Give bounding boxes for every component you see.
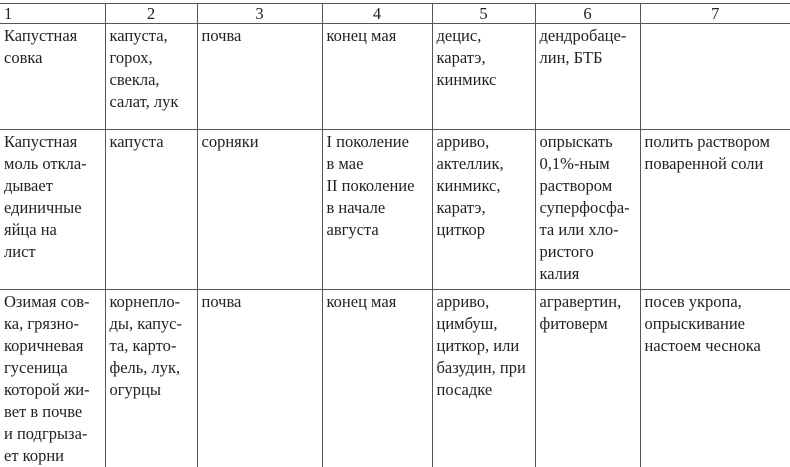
cell-line: посев укропа,: [645, 291, 787, 313]
table-cell: [0, 24, 105, 130]
cell-line: настоем чеснока: [645, 335, 787, 357]
cell-line: ристого: [540, 241, 636, 263]
cell-line: опрыскать: [540, 131, 636, 153]
table-cell: [105, 24, 197, 130]
cell-line: каратэ,: [437, 47, 531, 69]
header-row: [0, 4, 790, 24]
cell-line: сорняки: [202, 131, 318, 153]
cell-line: арриво,: [437, 131, 531, 153]
cell-line: агравертин,: [540, 291, 636, 313]
table-row: [0, 290, 790, 467]
cell-line: циткор, или: [437, 335, 531, 357]
cell-line: и подгрызa-: [4, 423, 101, 445]
table-cell: [432, 130, 535, 290]
cell-line: та или хло-: [540, 219, 636, 241]
cell-line: фитоверм: [540, 313, 636, 335]
cell-line: конец мая: [327, 25, 428, 47]
cell-line: циткор: [437, 219, 531, 241]
cell-line: цимбуш,: [437, 313, 531, 335]
table-cell: [535, 24, 640, 130]
cell-line: в мае: [327, 153, 428, 175]
table-row: [0, 130, 790, 290]
column-number-1: 1: [0, 4, 105, 24]
cell-line: калия: [540, 263, 636, 285]
cell-line: лин, БТБ: [540, 47, 636, 69]
column-number-7: 7: [640, 4, 790, 24]
cell-line: дывает: [4, 175, 101, 197]
cell-line: в начале: [327, 197, 428, 219]
cell-line: децис,: [437, 25, 531, 47]
cell-line: 0,1%-ным: [540, 153, 636, 175]
cell-line: каратэ,: [437, 197, 531, 219]
cell-line: почва: [202, 25, 318, 47]
cell-line: почва: [202, 291, 318, 313]
cell-line: ет корни: [4, 445, 101, 467]
table-cell: [640, 290, 790, 467]
column-number-5: 5: [432, 4, 535, 24]
table-cell: [197, 130, 322, 290]
table-cell: [432, 290, 535, 467]
cell-line: которой жи-: [4, 379, 101, 401]
table-cell: [197, 290, 322, 467]
cell-line: капуста,: [110, 25, 193, 47]
cell-line: дендробаце-: [540, 25, 636, 47]
cell-line: Капустная: [4, 25, 101, 47]
cell-line: огурцы: [110, 379, 193, 401]
cell-line: та, карто-: [110, 335, 193, 357]
cell-line: конец мая: [327, 291, 428, 313]
column-number-3: 3: [197, 4, 322, 24]
cell-line: гусеница: [4, 357, 101, 379]
cell-line: кинмикс: [437, 69, 531, 91]
cell-line: горох,: [110, 47, 193, 69]
cell-line: моль откла-: [4, 153, 101, 175]
cell-line: арриво,: [437, 291, 531, 313]
table-cell: [322, 130, 432, 290]
column-number-6: 6: [535, 4, 640, 24]
cell-line: опрыскивание: [645, 313, 787, 335]
cell-line: вет в почве: [4, 401, 101, 423]
cell-line: единичные: [4, 197, 101, 219]
cell-line: ка, грязно-: [4, 313, 101, 335]
cell-line: Капустная: [4, 131, 101, 153]
table-row: [0, 24, 790, 130]
cell-line: I поколение: [327, 131, 428, 153]
cell-line: кинмикс,: [437, 175, 531, 197]
cell-line: яйца на: [4, 219, 101, 241]
table-cell: [432, 24, 535, 130]
table-cell: [535, 130, 640, 290]
cell-line: совка: [4, 47, 101, 69]
cell-line: корнепло-: [110, 291, 193, 313]
cell-line: базудин, при: [437, 357, 531, 379]
cell-line: раствором: [540, 175, 636, 197]
data-table: [0, 3, 790, 467]
column-number-4: 4: [322, 4, 432, 24]
cell-line: свекла,: [110, 69, 193, 91]
cell-line: капуста: [110, 131, 193, 153]
table-cell: [640, 24, 790, 130]
cell-line: августа: [327, 219, 428, 241]
cell-line: лист: [4, 241, 101, 263]
table-cell: [0, 290, 105, 467]
cell-line: II поколение: [327, 175, 428, 197]
table-cell: [0, 130, 105, 290]
table-cell: [535, 290, 640, 467]
table-cell: [197, 24, 322, 130]
table-cell: [105, 130, 197, 290]
cell-line: посадке: [437, 379, 531, 401]
table-cell: [322, 290, 432, 467]
column-number-2: 2: [105, 4, 197, 24]
table-cell: [105, 290, 197, 467]
table-cell: [322, 24, 432, 130]
cell-line: ды, капус-: [110, 313, 193, 335]
cell-line: полить раствором: [645, 131, 787, 153]
table-cell: [640, 130, 790, 290]
cell-line: салат, лук: [110, 91, 193, 113]
cell-line: коричневая: [4, 335, 101, 357]
cell-line: Озимая сов-: [4, 291, 101, 313]
cell-line: актеллик,: [437, 153, 531, 175]
cell-line: поваренной соли: [645, 153, 787, 175]
cell-line: фель, лук,: [110, 357, 193, 379]
cell-line: суперфосфа-: [540, 197, 636, 219]
